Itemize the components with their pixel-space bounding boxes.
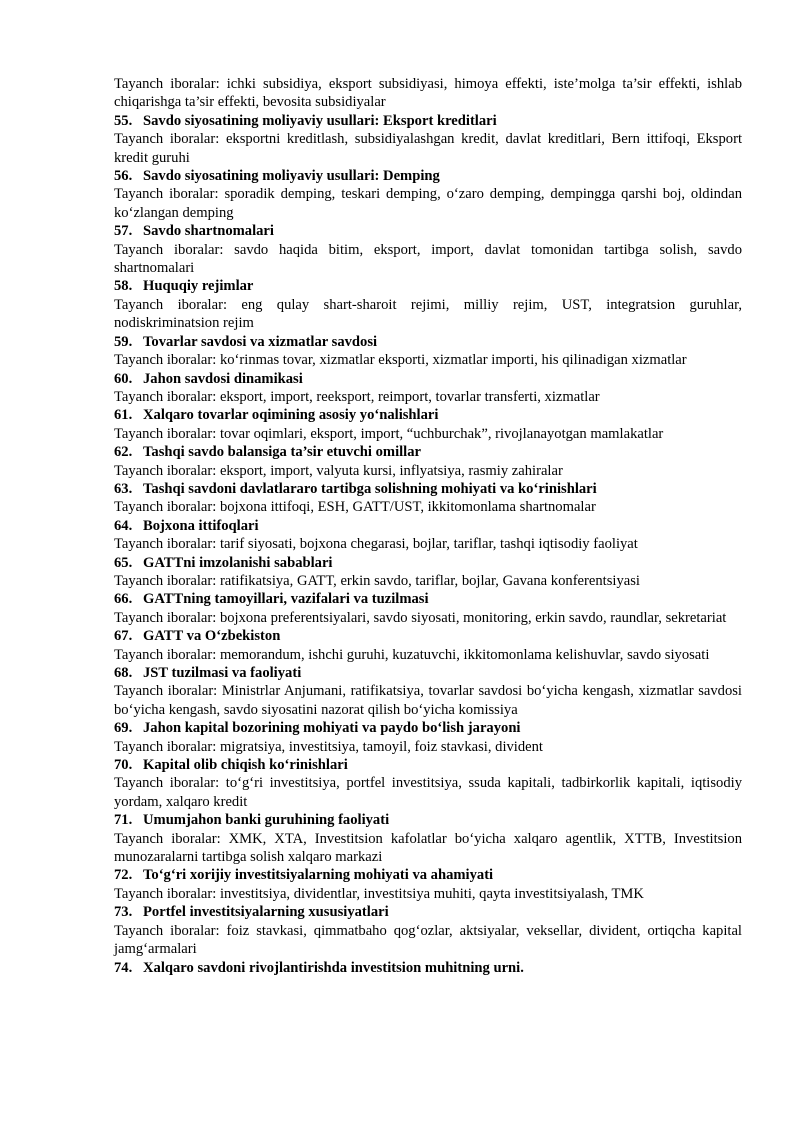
topic-heading: [114, 756, 742, 774]
topic-keywords: Tayanch iboralar: tovar oqimlari, eksport, import, “uchburchak”, rivojlanayotgan mamlakatlar: [114, 425, 664, 442]
topic-keywords: Tayanch iboralar: ko‘rinmas tovar, xizmatlar eksporti, xizmatlar importi, his qilinadigan xizmatlar: [114, 352, 687, 369]
topic-entry: [114, 406, 742, 443]
topic-entry: [114, 277, 742, 332]
topic-number: 59.: [114, 333, 133, 350]
topic-number: 55.: [114, 112, 133, 129]
topic-title: Jahon kapital bozorining mohiyati va paydo bo‘lish jarayoni: [143, 720, 521, 737]
topic-number: 61.: [114, 407, 133, 424]
topic-number: 69.: [114, 720, 133, 737]
topic-title: Tovarlar savdosi va xizmatlar savdosi: [143, 333, 378, 350]
topic-number: 70.: [114, 757, 133, 774]
topic-number: 64.: [114, 517, 133, 534]
topic-number: 71.: [114, 812, 133, 829]
topic-heading: [114, 866, 742, 884]
topic-entry: [114, 167, 742, 222]
topic-heading: [114, 811, 742, 829]
topic-entry: [114, 222, 742, 277]
topic-keywords: Tayanch iboralar: savdo haqida bitim, eksport, import, davlat tomonidan tartibga solish, savdo shartnomalari: [114, 241, 742, 277]
topic-entry: [114, 664, 742, 719]
topic-number: 74.: [114, 959, 133, 976]
topic-title: Savdo siyosatining moliyaviy usullari: Eksport kreditlari: [143, 112, 497, 129]
topic-keywords: Tayanch iboralar: investitsiya, dividentlar, investitsiya muhiti, qayta investitsiyalash, TMK: [114, 885, 644, 902]
topic-keywords: Tayanch iboralar: eksport, import, valyuta kursi, inflyatsiya, rasmiy zahiralar: [114, 462, 563, 479]
topic-number: 63.: [114, 480, 133, 497]
topic-title: Kapital olib chiqish ko‘rinishlari: [143, 757, 348, 774]
topic-list: [114, 112, 742, 977]
topic-number: 66.: [114, 591, 133, 608]
topic-title: Xalqaro savdoni rivojlantirishda investitsion muhitning urni.: [143, 959, 524, 976]
topic-title: GATTni imzolanishi sabablari: [143, 554, 333, 571]
topic-keywords: Tayanch iboralar: to‘g‘ri investitsiya, portfel investitsiya, ssuda kapitali, tadbirkorlik kapitali, iqtisodiy yordam, xalqaro kredit: [114, 775, 742, 810]
topic-title: Savdo siyosatining moliyaviy usullari: Demping: [143, 168, 440, 185]
topic-title: Umumjahon banki guruhining faoliyati: [143, 812, 390, 829]
topic-title: To‘g‘ri xorijiy investitsiyalarning mohiyati va ahamiyati: [143, 867, 494, 884]
topic-title: Tashqi savdo balansiga ta’sir etuvchi omillar: [143, 444, 422, 461]
topic-keywords: Tayanch iboralar: migratsiya, investitsiya, tamoyil, foiz stavkasi, divident: [114, 738, 543, 755]
topic-number: 72.: [114, 867, 133, 884]
topic-entry: [114, 719, 742, 756]
topic-number: 73.: [114, 904, 133, 921]
topic-heading: [114, 517, 742, 535]
topic-number: 57.: [114, 223, 133, 240]
topic-heading: [114, 222, 742, 240]
topic-title: Savdo shartnomalari: [143, 223, 274, 240]
topic-title: Huquqiy rejimlar: [143, 278, 254, 295]
topic-heading: [114, 370, 742, 388]
topic-entry: [114, 333, 742, 370]
topic-keywords: Tayanch iboralar: eksport, import, reeksport, reimport, tovarlar transferti, xizmatlar: [114, 388, 600, 405]
topic-entry: [114, 811, 742, 866]
topic-title: Bojxona ittifoqlari: [143, 517, 259, 534]
topic-entry: [114, 627, 742, 664]
topic-title: GATT va O‘zbekiston: [143, 628, 281, 645]
topic-heading: [114, 480, 742, 498]
topic-keywords: Tayanch iboralar: bojxona preferentsiyalari, savdo siyosati, monitoring, erkin savdo, raundlar, sekretariat: [114, 609, 727, 626]
topic-title: Jahon savdosi dinamikasi: [143, 370, 303, 387]
topic-heading: [114, 590, 742, 608]
topic-entry: [114, 370, 742, 407]
topic-keywords: Tayanch iboralar: tarif siyosati, bojxona chegarasi, bojlar, tariflar, tashqi iqtisodiy faoliyat: [114, 536, 638, 553]
topic-entry: [114, 112, 742, 167]
intro-keywords: Tayanch iboralar: ichki subsidiya, eksport subsidiyasi, himoya effekti, iste’molga ta’sir effekti, ishlab chiqarishga ta’sir effekti, bevosita subsidiyalar: [114, 76, 742, 111]
topic-heading: [114, 719, 742, 737]
topic-entry: [114, 590, 742, 627]
topic-heading: [114, 959, 742, 977]
topic-entry: [114, 903, 742, 958]
topic-entry: [114, 554, 742, 591]
topic-number: 65.: [114, 554, 133, 571]
topic-title: Tashqi savdoni davlatlararo tartibga solishning mohiyati va ko‘rinishlari: [143, 480, 597, 497]
document-page: [114, 75, 742, 977]
topic-heading: [114, 627, 742, 645]
topic-keywords: Tayanch iboralar: ratifikatsiya, GATT, erkin savdo, tariflar, bojlar, Gavana konferentsiyasi: [114, 572, 640, 589]
topic-keywords: Tayanch iboralar: Ministrlar Anjumani, ratifikatsiya, tovarlar savdosi bo‘yicha kengash, xizmatlar savdosi bo‘yicha kengash, savdo siyosatini nazorat qilish bo‘yicha komissiya: [114, 683, 742, 718]
topic-entry: [114, 756, 742, 811]
topic-title: GATTning tamoyillari, vazifalari va tuzilmasi: [143, 591, 429, 608]
topic-number: 67.: [114, 628, 133, 645]
topic-heading: [114, 443, 742, 461]
topic-number: 62.: [114, 444, 133, 461]
topic-keywords: Tayanch iboralar: eksportni kreditlash, subsidiyalashgan kredit, davlat kreditlari, Bern ittifoqi, Eksport kredit guruhi: [114, 131, 742, 166]
topic-number: 68.: [114, 665, 133, 681]
topic-heading: [114, 167, 742, 185]
topic-keywords: Tayanch iboralar: memorandum, ishchi guruhi, kuzatuvchi, ikkitomonlama kelishuvlar, savdo siyosati: [114, 646, 710, 663]
topic-title: Portfel investitsiyalarning xususiyatlari: [143, 904, 389, 921]
topic-heading: [114, 333, 742, 351]
topic-heading: [114, 554, 742, 572]
topic-heading: [114, 406, 742, 424]
topic-entry: [114, 517, 742, 554]
topic-entry: [114, 959, 742, 977]
topic-title: Xalqaro tovarlar oqimining asosiy yo‘nalishlari: [143, 407, 439, 424]
topic-entry: [114, 443, 742, 480]
topic-keywords: Tayanch iboralar: XMK, XTA, Investitsion kafolatlar bo‘yicha xalqaro agentlik, XTTB, Investitsion munozaralarni tartibga solish xalqaro markazi: [114, 830, 742, 866]
topic-entry: [114, 866, 742, 903]
topic-keywords: Tayanch iboralar: eng qulay shart-sharoit rejimi, milliy rejim, UST, integratsion guruhlar, nodiskriminatsion rejim: [114, 296, 742, 332]
topic-number: 58.: [114, 278, 133, 295]
topic-title: JST tuzilmasi va faoliyati: [143, 665, 302, 681]
topic-heading: [114, 903, 742, 921]
topic-number: 60.: [114, 370, 133, 387]
topic-keywords: Tayanch iboralar: bojxona ittifoqi, ESH, GATT/UST, ikkitomonlama shartnomalar: [114, 499, 596, 516]
topic-heading: [114, 277, 742, 295]
topic-number: 56.: [114, 168, 133, 185]
topic-entry: [114, 480, 742, 517]
topic-keywords: Tayanch iboralar: foiz stavkasi, qimmatbaho qog‘ozlar, aktsiyalar, veksellar, divident, ortiqcha kapital jamg‘armalari: [114, 922, 742, 958]
topic-heading: [114, 112, 742, 130]
topic-heading: [114, 664, 742, 682]
topic-keywords: Tayanch iboralar: sporadik demping, teskari demping, o‘zaro demping, dempingga qarshi boj, oldindan ko‘zlangan demping: [114, 186, 742, 221]
